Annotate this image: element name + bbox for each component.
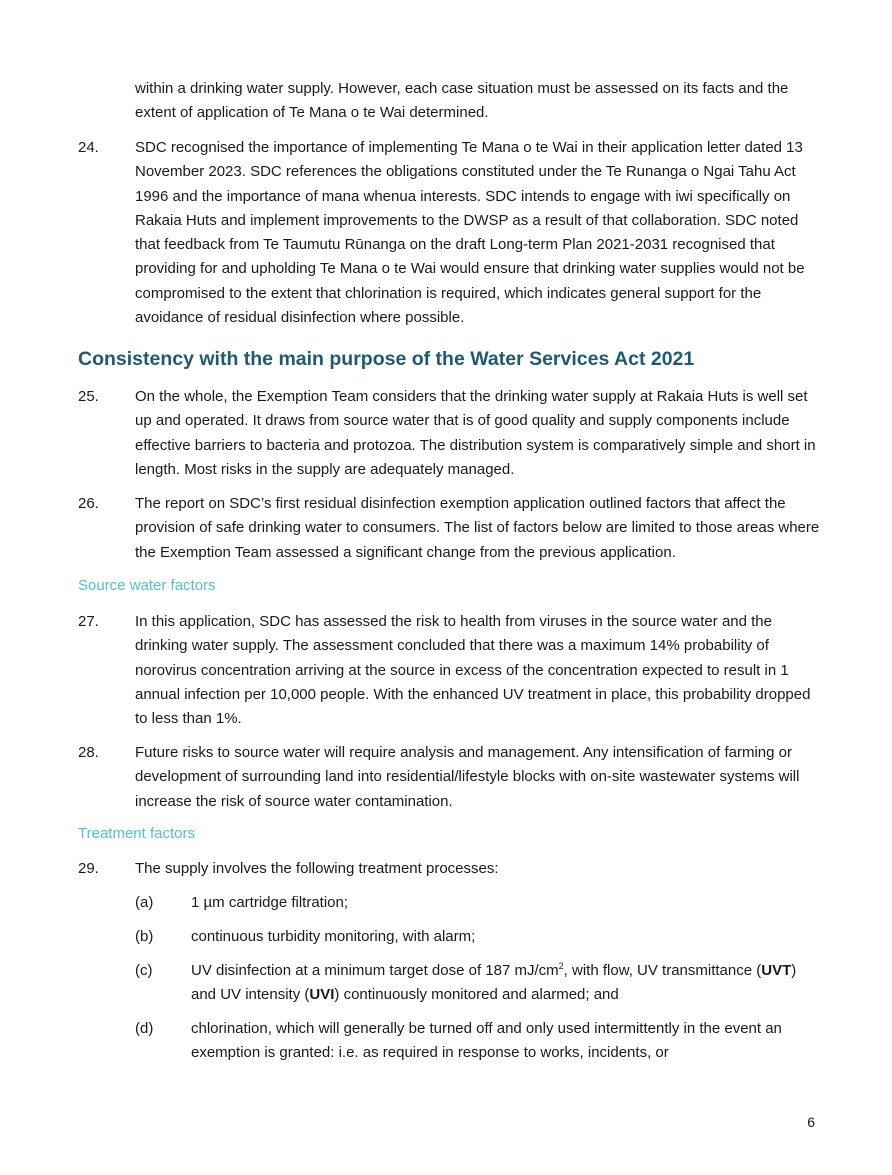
- paragraph-27: [78, 610, 823, 731]
- paragraph-text: The report on SDC’s first residual disinfection exemption application outlined factors that affect the provision of safe drinking water to consumers. The list of factors below are limited to those areas where the Exemption Team assessed a significant change from the previous application.: [135, 495, 820, 561]
- list-item-b: [135, 925, 825, 949]
- paragraph-text: On the whole, the Exemption Team considers that the drinking water supply at Rakaia Huts is well set up and operated. It draws from source water that is of good quality and supply components include effective barriers to bacteria and protozoa. The distribution system is comparatively simple and short in length. Most risks in the supply are adequately managed.: [135, 388, 816, 478]
- abbr-uvi: UVI: [309, 986, 335, 1004]
- list-item-text: 1 µm cartridge filtration;: [191, 894, 349, 911]
- paragraph-text: SDC recognised the importance of implementing Te Mana o te Wai in their application letter dated 13 November 2023. SDC references the obligations constituted under the Te Runanga o Ngai Tahu Act 1996 and the importance of mana whenua interests. SDC intends to engage with iwi specifically on Rakaia Huts and implement improvements to the DWSP as a result of that collaboration. SDC noted that feedback from Te Taumutu Rūnanga on the draft Long-term Plan 2021-2031 recognised that providing for and upholding Te Mana o te Wai would ensure that drinking water supplies would not be compromised to the extent that chlorination is required, which indicates general support for the avoidance of residual disinfection where possible.: [135, 139, 805, 327]
- list-item-text: UV disinfection at a minimum target dose of 187 $mJ/cm^2$, with flow, UV transmittance (UVT) and UV intensity (UVI) continuously monitored and alarmed; and: [191, 961, 797, 1004]
- page-number: 6: [807, 1114, 815, 1130]
- paragraph-25: [78, 385, 823, 482]
- list-item-label: (b): [135, 928, 154, 945]
- list-item-a: [135, 891, 825, 915]
- paragraph-number: 26.: [78, 495, 99, 512]
- paragraph-text: In this application, SDC has assessed the risk to health from viruses in the source water and the drinking water supply. The assessment concluded that there was a maximum 14% probability of norovirus concentration arriving at the source in excess of the concentration expected to result in 1 annual infection per 10,000 people. With the enhanced UV treatment in place, this probability dropped to less than 1%.: [135, 613, 811, 728]
- paragraph-continuation: within a drinking water supply. However, each case situation must be assessed on its facts and the extent of application of Te Mana o te Wai determined.: [135, 80, 789, 122]
- paragraph-29: [78, 857, 823, 881]
- paragraph-number: 25.: [78, 388, 99, 405]
- list-item-d: [135, 1017, 825, 1066]
- list-item-text: continuous turbidity monitoring, with alarm;: [191, 928, 476, 945]
- paragraph-text: Future risks to source water will require analysis and management. Any intensification of farming or development of surrounding land into residential/lifestyle blocks with on-site wastewater systems will increase the risk of source water contamination.: [135, 744, 800, 810]
- list-item-label: (d): [135, 1020, 154, 1037]
- paragraph-26: [78, 492, 823, 565]
- subheading-source-water: Source water factors: [78, 577, 216, 594]
- list-item-label: (a): [135, 894, 154, 911]
- section-heading: Consistency with the main purpose of the Water Services Act 2021: [78, 348, 695, 370]
- superscript: 2: [558, 961, 564, 971]
- paragraph-number: 28.: [78, 744, 99, 761]
- paragraph-number: 29.: [78, 860, 99, 877]
- paragraph-text: The supply involves the following treatment processes:: [135, 860, 499, 877]
- abbr-uvt: UVT: [761, 962, 792, 979]
- paragraph-24: [78, 136, 823, 330]
- list-item-c: [135, 959, 825, 1008]
- list-item-label: (c): [135, 962, 153, 979]
- paragraph-28: [78, 741, 823, 814]
- paragraph-number: 24.: [78, 139, 99, 156]
- subheading-treatment: Treatment factors: [78, 825, 195, 842]
- list-item-text: chlorination, which will generally be turned off and only used intermittently in the event an exemption is granted: i.e. as required in response to works, incidents, or: [191, 1020, 782, 1062]
- paragraph-number: 27.: [78, 613, 99, 630]
